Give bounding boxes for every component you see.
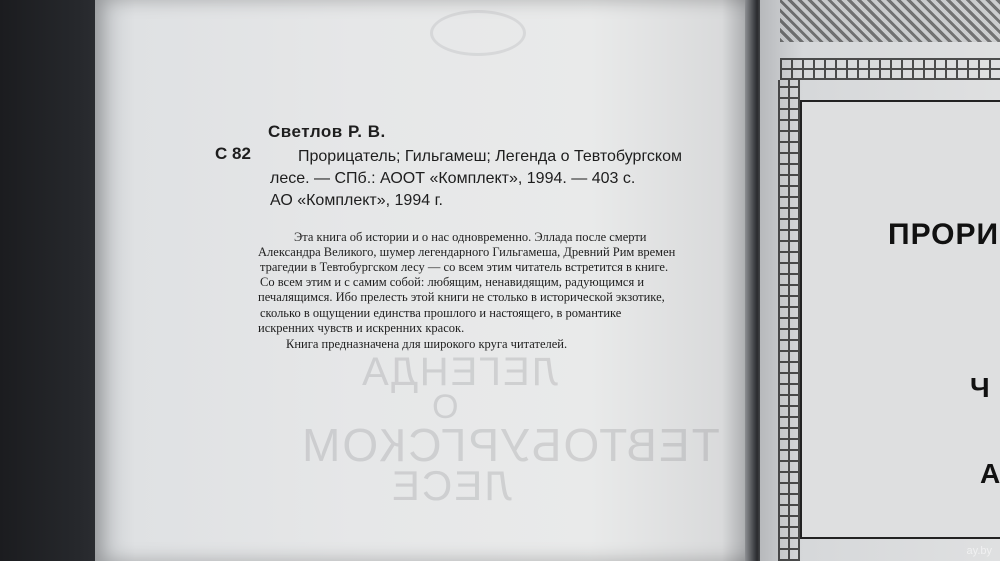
right-page-heading: Ч (970, 372, 990, 403)
title-frame (800, 100, 1000, 539)
bibliographic-line: лесе. — СПб.: АООТ «Комплект», 1994. — 403 с. (270, 170, 636, 187)
annotation-line: сколько в ощущении единства прошлого и настоящего, в романтике (260, 306, 622, 320)
bleed-through-line: ТЕВТОБУРГСКОМ (300, 419, 720, 471)
annotation-line: Книга предназначена для широкого круга читателей. (286, 337, 568, 351)
top-ornament (780, 0, 1000, 42)
annotation-line: искренних чувств и искренних красок. (258, 321, 465, 335)
bleed-through-line: ЛЕСЕ (390, 462, 512, 509)
bleed-through-line: ЛЕГЕНДА (360, 350, 558, 394)
greek-key-border-top (780, 58, 1000, 80)
bleed-through-ornament (430, 10, 526, 56)
annotation-line: Александра Великого, шумер легендарного Гильгамеша, Древний Рим времен (258, 245, 676, 259)
annotation-line: Со всем этим и с самим собой: любящим, ненавидящим, радующимся и (260, 275, 645, 289)
right-page-heading: А (980, 458, 1000, 489)
bibliographic-line: АО «Комплект», 1994 г. (270, 192, 443, 209)
greek-key-border-left (778, 80, 800, 561)
annotation-line: печалящимся. Ибо прелесть этой книги не столько в исторической экзотике, (258, 290, 665, 304)
catalog-code: С 82 (215, 144, 251, 163)
annotation-line: трагедии в Тевтобургском лесу — со всем этим читатель встретится в книге. (260, 260, 669, 274)
bibliographic-line: Прорицатель; Гильгамеш; Легенда о Тевтобургском (298, 148, 683, 165)
bleed-through-line: О (430, 388, 459, 426)
annotation-line: Эта книга об истории и о нас одновременно. Эллада после смерти (294, 230, 647, 244)
watermark: ay.by (966, 545, 992, 557)
right-page-title: ПРОРИ (888, 218, 1000, 251)
author-name: Светлов Р. В. (268, 122, 386, 141)
